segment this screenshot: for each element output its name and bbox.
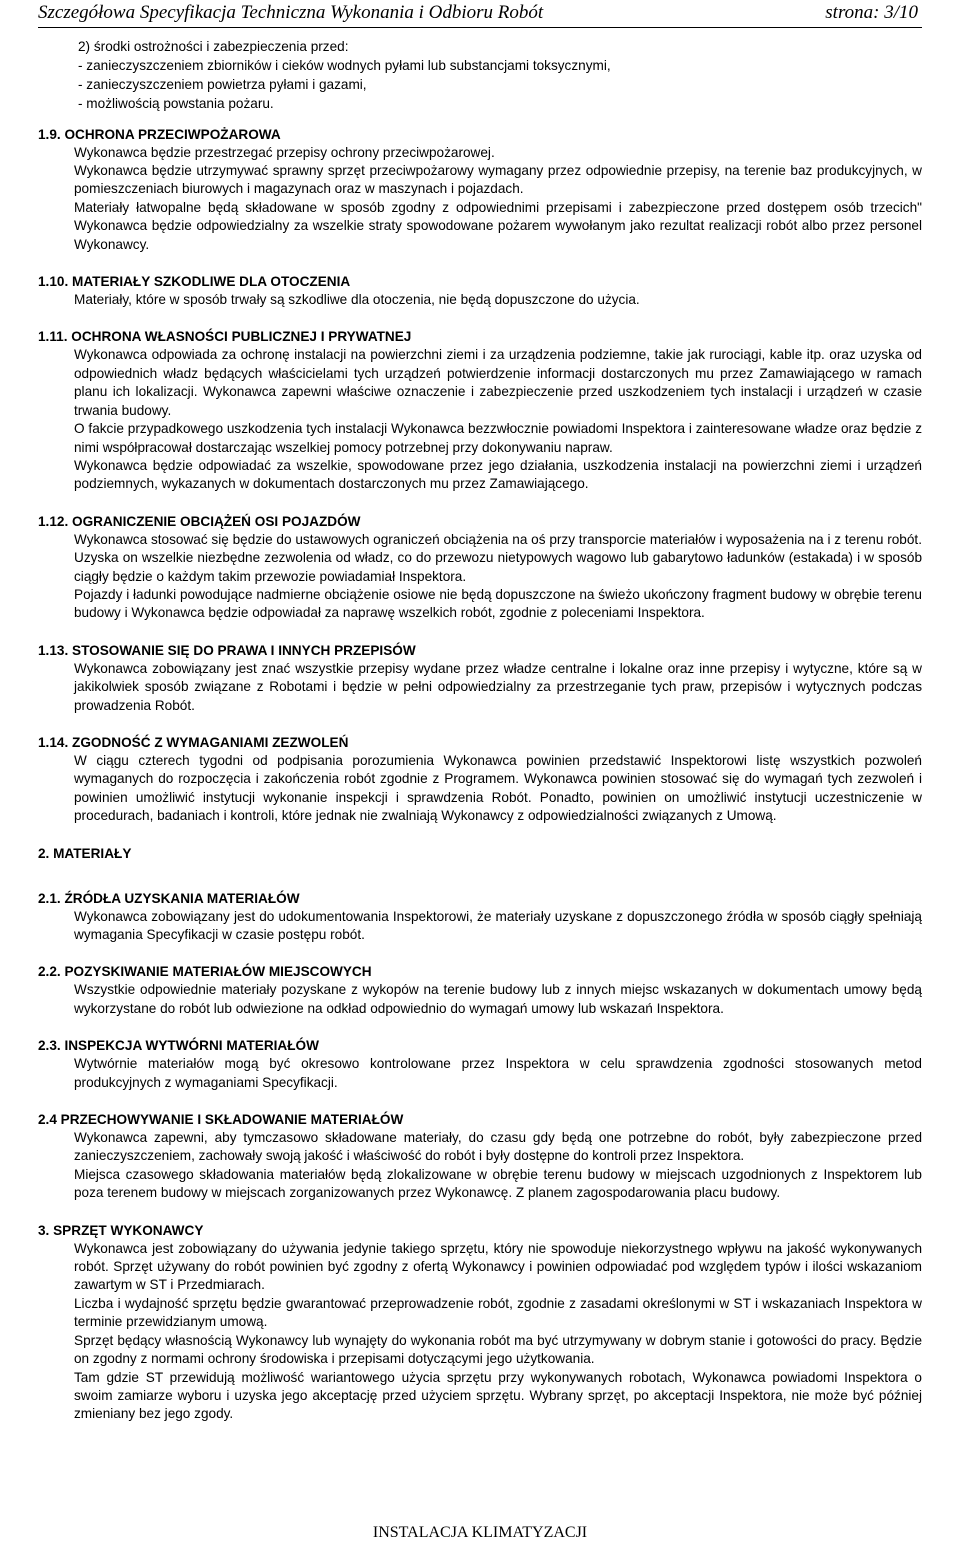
- section-body: [74, 144, 922, 254]
- paragraph: Wszystkie odpowiednie materiały pozyskane z wykopów na terenie budowy lub z innych miejsc wskazanych w dokumentach umowy będą wykorzystane do robót lub odwiezione na odkład odpowiednio do wymagań umowy lub wskazań Inspektora.: [74, 982, 922, 1016]
- section-body: [74, 908, 922, 945]
- document-body: [38, 38, 922, 1424]
- section-heading: 3. SPRZĘT WYKONAWCY: [38, 1222, 204, 1238]
- paragraph: O fakcie przypadkowego uszkodzenia tych instalacji Wykonawca bezzwłocznie powiadomi Inspektora i zainteresowane władze oraz będzie z nimi współpracował dostarczając wszelkiej pomocy potrzebnej przy dokonywaniu napraw.: [74, 421, 922, 455]
- section-heading: 1.9. OCHRONA PRZECIWPOŻAROWA: [38, 126, 281, 142]
- section-heading: 1.12. OGRANICZENIE OBCIĄŻEŃ OSI POJAZDÓW: [38, 513, 361, 529]
- section: [38, 1221, 922, 1424]
- section-heading: 1.11. OCHRONA WŁASNOŚCI PUBLICZNEJ I PRYWATNEJ: [38, 329, 412, 345]
- intro-line: - możliwością powstania pożaru.: [78, 95, 274, 111]
- section-heading: 1.13. STOSOWANIE SIĘ DO PRAWA I INNYCH PRZEPISÓW: [38, 642, 416, 658]
- paragraph: Wykonawca będzie utrzymywać sprawny sprzęt przeciwpożarowy wymagany przez odpowiednie przepisy, na terenie baz produkcyjnych, w pomieszczeniach biurowych i magazynach oraz w maszynach i pojazdach.: [74, 163, 922, 197]
- paragraph: Wykonawca będzie przestrzegać przepisy ochrony przeciwpożarowej.: [74, 144, 495, 160]
- paragraph: Pojazdy i ładunki powodujące nadmierne obciążenie osiowe nie będą dopuszczone na świeżo ukończony fragment budowy w obrębie terenu budowy i Wykonawca będzie odpowiadał za naprawę wszelkich robót, zgodnie z poleceniami Inspektora.: [74, 586, 922, 621]
- section-body: [74, 660, 922, 715]
- section: [38, 1110, 922, 1203]
- section-heading: 2.4 PRZECHOWYWANIE I SKŁADOWANIE MATERIAŁÓW: [38, 1112, 404, 1128]
- paragraph: Wykonawca zobowiązany jest znać wszystkie przepisy wydane przez władze centralne i lokalne oraz inne przepisy i wytyczne, które są w jakikolwiek sposób związane z Robotami i będzie w pełni odpowiedzialny za przestrzeganie tych praw, przepisów i wytycznych podczas prowadzenia Robót.: [74, 660, 922, 713]
- section: [38, 962, 922, 1018]
- section: [38, 1036, 922, 1092]
- section: [38, 327, 922, 493]
- section: [38, 272, 922, 309]
- section-body: [74, 291, 922, 309]
- paragraph: Sprzęt będący własnością Wykonawcy lub wynajęty do wykonania robót ma być utrzymywany w dobrym stanie i gotowości do pracy. Będzie on zgodny z normami ochrony środowiska i przepisami dotyczącymi jego użytkowania.: [74, 1332, 922, 1367]
- paragraph: Wykonawca zobowiązany jest do udokumentowania Inspektorowi, że materiały uzyskane z dopuszczonego źródła w sposób ciągły spełniają wymagania Specyfikacji w czasie postępu robót.: [74, 908, 922, 942]
- paragraph: W ciągu czterech tygodni od podpisania porozumienia Wykonawca powinien przedstawić Inspektorowi listę wszystkich pozwoleń wymaganych do rozpoczęcia i zakończenia robót zgodnie z Programem. Wykonawca powinien stosować się do wymagań tych zezwoleń i powinien umożliwić instytucji wykonanie inspekcji i sprawdzenia Robót. Ponadto, powinien on umożliwić instytucji uczestniczenie w procedurach, badaniach i kontroli, które jednak nie zwalniają Wykonawcy z odpowiedzialności związanych z Umową.: [74, 752, 922, 824]
- page-number: strona: 3/10: [825, 2, 918, 23]
- paragraph: Wykonawca odpowiada za ochronę instalacji na powierzchni ziemi i za urządzenia podziemne, takie jak rurociągi, kable itp. oraz uzyska od odpowiednich władz będących właścicielami tych urządzeń potwierdzenie informacji dostarczonych mu przez Zamawiającego w ramach planu ich lokalizacji. Wykonawca zapewni właściwe oznaczenie i zabezpieczenie przed uszkodzeniem tych instalacji i urządzeń w czasie trwania budowy.: [74, 347, 922, 418]
- section-heading: 2.1. ŹRÓDŁA UZYSKANIA MATERIAŁÓW: [38, 890, 300, 906]
- paragraph: Wytwórnie materiałów mogą być okresowo kontrolowane przez Inspektora w celu sprawdzenia zgodności stosowanych metod produkcyjnych z wymaganiami Specyfikacji.: [74, 1056, 922, 1090]
- section-body: [74, 1240, 922, 1424]
- section-body: [74, 531, 922, 623]
- intro-line: - zanieczyszczeniem zbiorników i cieków wodnych pyłami lub substancjami toksycznymi,: [78, 57, 611, 73]
- section: [38, 125, 922, 254]
- section: [38, 844, 922, 863]
- paragraph: Materiały, które w sposób trwały są szkodliwe dla otoczenia, nie będą dopuszczone do użycia.: [74, 292, 640, 308]
- section-heading: 1.14. ZGODNOŚĆ Z WYMAGANIAMI ZEZWOLEŃ: [38, 734, 349, 750]
- document-title: Szczegółowa Specyfikacja Techniczna Wykonania i Odbioru Robót: [38, 2, 544, 23]
- intro-line: 2) środki ostrożności i zabezpieczenia przed:: [78, 39, 349, 54]
- section-heading: 2. MATERIAŁY: [38, 845, 132, 861]
- section-body: [74, 1129, 922, 1203]
- paragraph: Miejsca czasowego składowania materiałów będą zlokalizowane w obrębie terenu budowy w miejscach uzgodnionych z Inspektorem lub poza terenem budowy w miejscach zorganizowanych przez Wykonawcę. Z planem zagospodarowania placu budowy.: [74, 1166, 922, 1201]
- paragraph: Wykonawca stosować się będzie do ustawowych ograniczeń obciążenia na oś przy transporcie materiałów i wyposażenia na i z terenu robót. Uzyska on wszelkie niezbędne zezwolenia od władz, co do przewozu nietypowych wagowo lub gabarytowo ładunków (estakada) i w sposób ciągły będzie o każdym takim przewozie powiadamiał Inspektora.: [74, 531, 922, 584]
- paragraph: Wykonawca zapewni, aby tymczasowo składowane materiały, do czasu gdy będą one potrzebne do robót, były zabezpieczone przed zanieczyszczeniem, zachowały swoją jakość i właściwość do robót i były dostępne do kontroli przez Inspektora.: [74, 1130, 922, 1164]
- section-heading: 2.2. POZYSKIWANIE MATERIAŁÓW MIEJSCOWYCH: [38, 964, 372, 980]
- section-body: [74, 981, 922, 1018]
- section: [38, 641, 922, 715]
- section: [38, 889, 922, 945]
- section: [38, 733, 922, 826]
- paragraph: Tam gdzie ST przewidują możliwość wariantowego użycia sprzętu przy wykonywanych robotach, Wykonawca powiadomi Inspektora o swoim zamiarze wyboru i uzyska jego akceptację przed użyciem sprzętu. Wybrany sprzęt, po akceptacji Inspektora, nie może być później zmieniany bez jego zgody.: [74, 1369, 922, 1422]
- section-body: [74, 1055, 922, 1092]
- paragraph: Materiały łatwopalne będą składowane w sposób zgodny z odpowiednimi przepisami i zabezpieczone przed dostępem osób trzecich" Wykonawca będzie odpowiedzialny za wszelkie straty spowodowane pożarem wywołanym jako rezultat realizacji robót albo przez personel Wykonawcy.: [74, 199, 922, 252]
- page-header: [38, 0, 922, 28]
- paragraph: Wykonawca jest zobowiązany do używania jedynie takiego sprzętu, który nie spowoduje niekorzystnego wpływu na jakość wykonywanych robót. Sprzęt używany do robót powinien być zgodny z ofertą Wykonawcy i powinien odpowiadać pod względem typów i ilości wskazaniom zawartym w ST i Przedmiarach.: [74, 1240, 922, 1293]
- paragraph: Liczba i wydajność sprzętu będzie gwarantować przeprowadzenie robót, zgodnie z zasadami określonymi w ST i wskazaniach Inspektora w terminie przewidzianym umową.: [74, 1295, 922, 1330]
- intro-line: - zanieczyszczeniem powietrza pyłami i gazami,: [78, 76, 367, 92]
- sections-container: [38, 125, 922, 1424]
- page-footer: INSTALACJA KLIMATYZACJI: [372, 1524, 588, 1541]
- section-heading: 1.10. MATERIAŁY SZKODLIWE DLA OTOCZENIA: [38, 274, 351, 290]
- section: [38, 512, 922, 623]
- intro-list: [78, 38, 922, 114]
- section-body: [74, 346, 922, 493]
- section-heading: 2.3. INSPEKCJA WYTWÓRNI MATERIAŁÓW: [38, 1038, 319, 1054]
- section-body: [74, 752, 922, 826]
- paragraph: Wykonawca będzie odpowiadać za wszelkie, spowodowane przez jego działania, uszkodzenia instalacji na powierzchni ziemi i urządzeń podziemnych, wykazanych w dokumentach dostarczonych mu przez Zamawiającego.: [74, 457, 922, 492]
